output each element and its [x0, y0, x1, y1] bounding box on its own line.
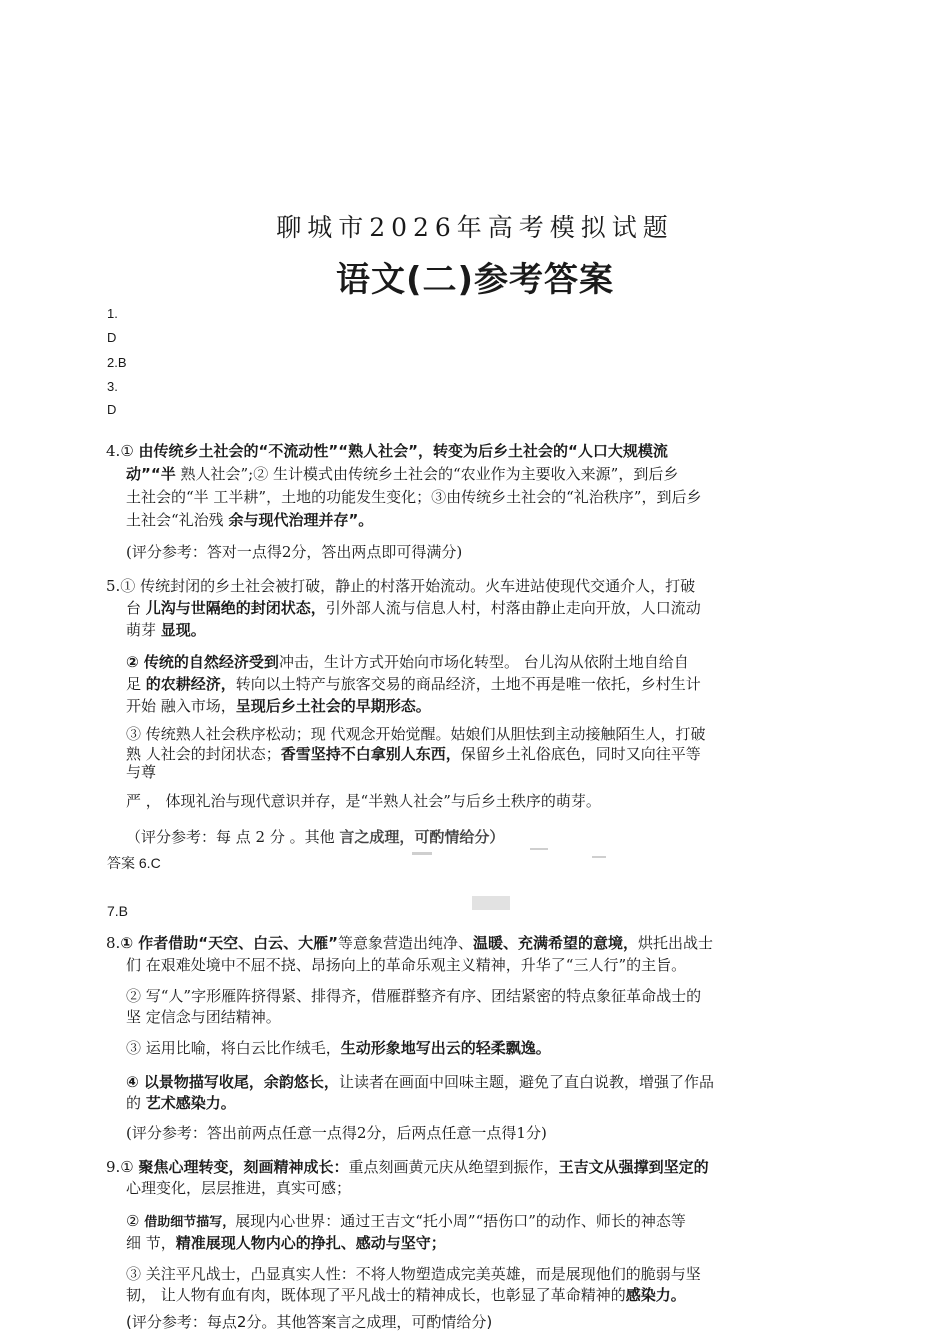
answer-9-p2-line-1: ② 借助细节描写，展现内心世界：通过王吉文“托小周”“捂伤口”的动作、师长的神态等	[126, 1212, 686, 1230]
answer-9-p2-line-2: 细 节，精准展现人物内心的挣扎、感动与坚守；	[126, 1234, 446, 1252]
answer-5-scoring-note: （评分参考：每 点 2 分 。其他 言之成理，可酌情给分）	[126, 828, 505, 846]
answer-2: 2.B	[107, 355, 127, 370]
answer-key-title: 语文(二)参考答案	[335, 260, 615, 300]
scan-smudge	[412, 852, 432, 855]
answer-8-p4-line-2: 的 艺术感染力。	[126, 1094, 236, 1112]
answer-4-scoring-note: (评分参考：答对一点得2分，答出两点即可得满分)	[126, 543, 463, 561]
answer-8-p1-line-1: 8.① 作者借助“天空、白云、大雁”等意象营造出纯净、温暖、充满希望的意境，烘托出战士	[106, 934, 713, 952]
answer-8-p3: ③ 运用比喻，将白云比作绒毛，生动形象地写出云的轻柔飘逸。	[126, 1039, 551, 1057]
answer-8-p1-line-2: 们 在艰难处境中不屈不挠、昂扬向上的革命乐观主义精神，升华了“三人行”的主旨。	[126, 956, 687, 974]
answer-9-p1-line-1: 9.① 聚焦心理转变，刻画精神成长：重点刻画黄元庆从绝望到振作，王吉文从强撑到坚定的	[106, 1158, 709, 1176]
answer-5-p2-line-3: 开始 融入市场，呈现后乡土社会的早期形态。	[126, 697, 431, 715]
answer-4-line-1: 4.① 由传统乡土社会的“不流动性”“熟人社会”，转变为后乡土社会的“人口大规模流	[106, 442, 668, 460]
scan-smudge	[592, 856, 606, 858]
exam-title: 聊城市2026年高考模拟试题	[276, 213, 674, 242]
answer-9-p3-line-1: ③ 关注平凡战士，凸显真实人性：不将人物塑造成完美英雄，而是展现他们的脆弱与坚	[126, 1265, 701, 1283]
answer-5-p4: 严 ， 体现礼治与现代意识并存，是“半熟人社会”与后乡土秩序的萌芽。	[126, 792, 601, 810]
answer-6: 答案 6.C	[107, 855, 161, 871]
answer-9-p1-line-2: 心理变化，层层推进，真实可感；	[126, 1179, 352, 1197]
answer-9-p3-line-2: 韧， 让人物有血有肉，既体现了平凡战士的精神成长，也彰显了革命精神的感染力。	[126, 1286, 686, 1304]
answer-5-p1-line-2: 台 儿沟与世隔绝的封闭状态，引外部人流与信息人村，村落由静止走向开放，人口流动	[126, 599, 701, 617]
answer-3-number: 3.	[107, 379, 118, 394]
answer-8-p2-line-1: ② 写“人”字形雁阵挤得紧、排得齐，借雁群整齐有序、团结紧密的特点象征革命战士的	[126, 987, 702, 1005]
answer-9-scoring-note: (评分参考：每点2分。其他答案言之成理，可酌情给分)	[126, 1313, 493, 1331]
answer-1-value: D	[107, 330, 117, 345]
answer-3-value: D	[107, 402, 117, 417]
answer-4-line-3: 土社会的“半 工半耕”，土地的功能发生变化；③由传统乡土社会的“礼治秩序”，到后乡	[126, 488, 702, 506]
answer-5-p3-line-3: 与尊	[126, 763, 157, 781]
answer-5-p2-line-2: 足 的农耕经济，转向以土特产与旅客交易的商品经济，土地不再是唯一依托，乡村生计	[126, 675, 701, 693]
scan-smudge	[530, 848, 548, 850]
answer-5-p3-line-2: 熟 人社会的封闭状态；香雪坚持不白拿别人东西，保留乡土礼俗底色，同时又向往平等	[126, 745, 701, 763]
answer-1-number: 1.	[107, 306, 118, 321]
scan-smudge	[472, 896, 510, 910]
answer-5-p1-line-3: 萌芽 显现。	[126, 621, 206, 639]
answer-4-line-4: 土社会“礼治残 余与现代治理并存”。	[126, 511, 374, 529]
answer-8-p4-line-1: ④ 以景物描写收尾，余韵悠长，让读者在画面中回味主题，避免了直白说教，增强了作品	[126, 1073, 714, 1091]
answer-8-scoring-note: (评分参考：答出前两点任意一点得2分，后两点任意一点得1分)	[126, 1124, 547, 1142]
answer-8-p2-line-2: 坚 定信念与团结精神。	[126, 1008, 281, 1026]
answer-4-line-2: 动”“半 熟人社会”;② 生计模式由传统乡土社会的“农业作为主要收入来源”，到后乡	[126, 465, 679, 483]
answer-5-p2-line-1: ② 传统的自然经济受到冲击，生计方式开始向市场化转型。 台儿沟从依附土地自给自	[126, 653, 689, 671]
answer-5-p1-line-1: 5.① 传统封闭的乡土社会被打破，静止的村落开始流动。火车进站使现代交通介人，打破	[106, 577, 696, 595]
answer-7: 7.B	[107, 903, 129, 919]
answer-5-p3-line-1: ③ 传统熟人社会秩序松动；现 代观念开始觉醒。姑娘们从胆怯到主动接触陌生人，打破	[126, 725, 706, 743]
